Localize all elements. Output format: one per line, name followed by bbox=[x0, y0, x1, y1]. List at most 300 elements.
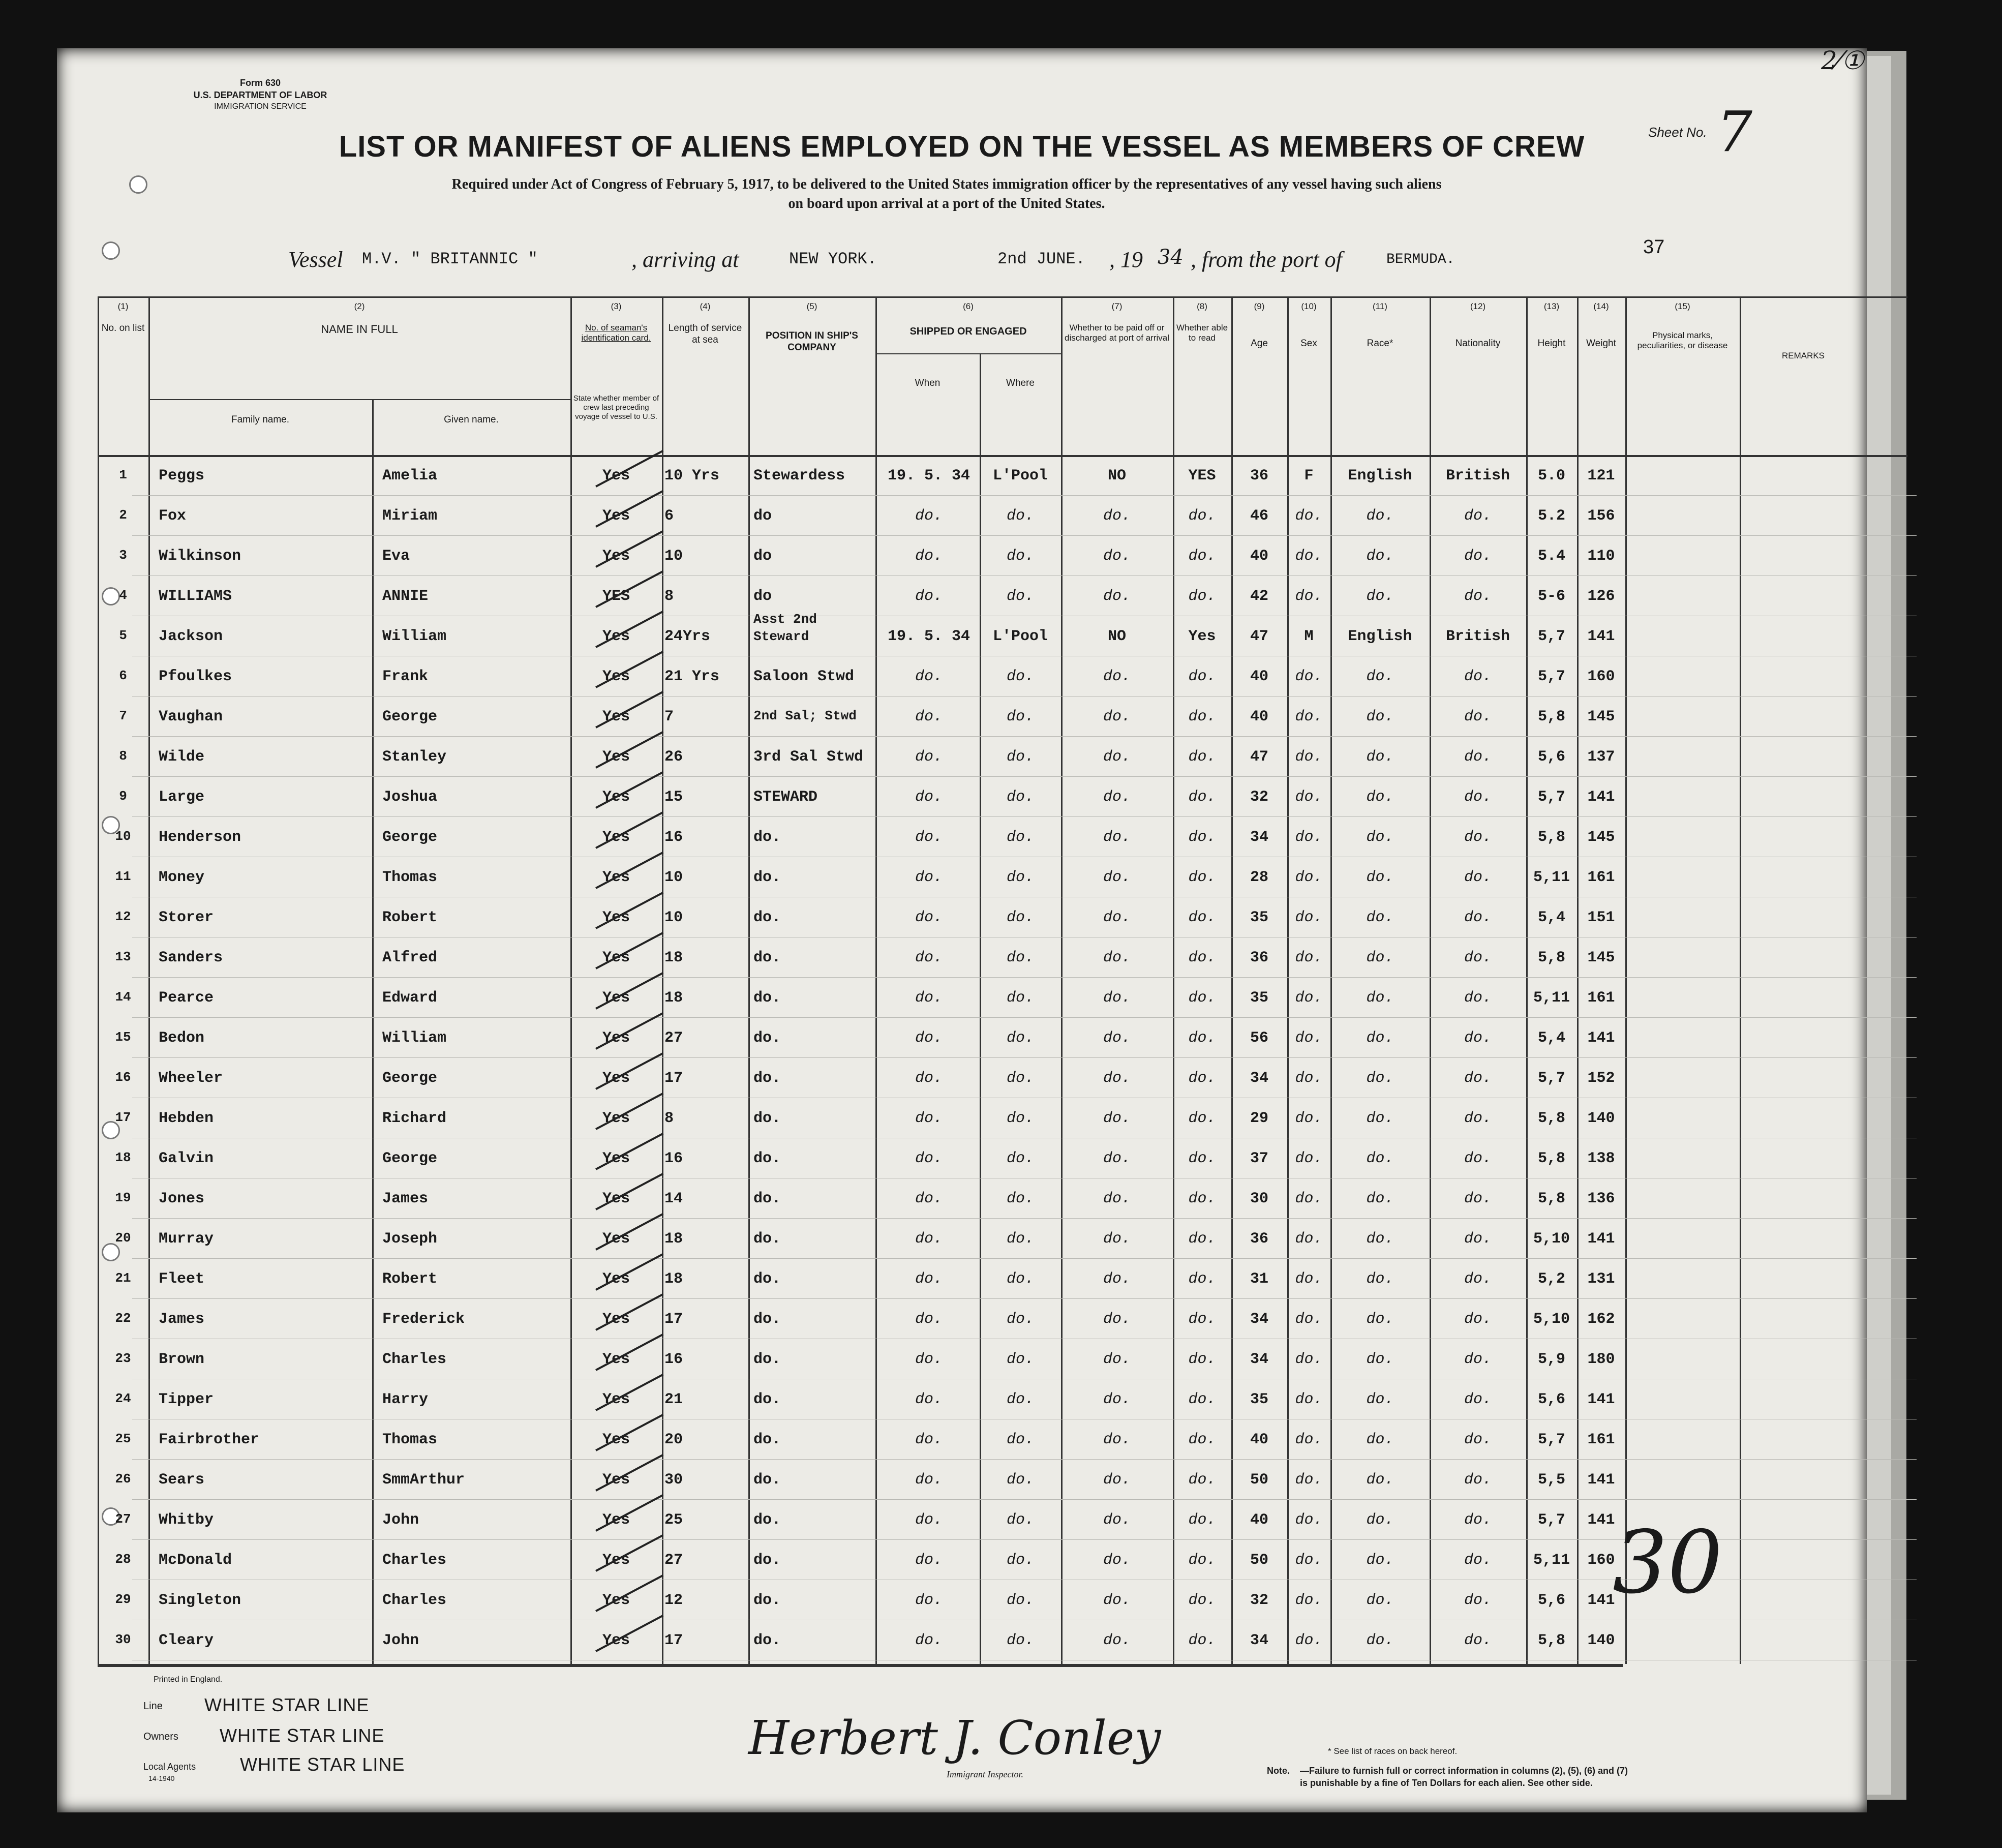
cell-read: do. bbox=[1188, 1511, 1216, 1529]
cell-read: do. bbox=[1188, 1270, 1216, 1288]
cell-weight: 136 bbox=[1587, 1190, 1615, 1207]
cell-read: do. bbox=[1188, 909, 1216, 926]
cell-race: do. bbox=[1366, 1391, 1394, 1408]
cell-family: Fairbrother bbox=[159, 1431, 260, 1448]
cell-card: Yes bbox=[602, 1270, 630, 1288]
cell-card: Yes bbox=[602, 989, 630, 1007]
cell-no: 7 bbox=[119, 708, 127, 723]
cell-where: do. bbox=[1006, 1431, 1034, 1448]
stamp-number: 37 bbox=[1643, 236, 1665, 258]
cell-nat: do. bbox=[1464, 1632, 1492, 1649]
cell-weight: 141 bbox=[1587, 1471, 1615, 1489]
cell-position: do. bbox=[753, 989, 781, 1007]
cell-when: do. bbox=[915, 1190, 943, 1207]
cell-when: do. bbox=[915, 1391, 943, 1408]
cell-height: 5,11 bbox=[1533, 1552, 1570, 1569]
row-rule bbox=[132, 575, 1917, 576]
cell-read: do. bbox=[1188, 1150, 1216, 1167]
owners-value: WHITE STAR LINE bbox=[220, 1725, 385, 1746]
cell-read: do. bbox=[1188, 708, 1216, 725]
cell-given: Frank bbox=[382, 668, 429, 685]
cell-weight: 141 bbox=[1587, 1511, 1615, 1529]
cell-race: do. bbox=[1366, 829, 1394, 846]
form-subtitle-line2: on board upon arrival at a port of the United States. bbox=[788, 196, 1105, 211]
cell-height: 5,8 bbox=[1537, 1150, 1565, 1167]
cell-height: 5,5 bbox=[1537, 1471, 1565, 1489]
header-name-in-full: NAME IN FULL bbox=[321, 323, 398, 336]
arrival-year: 34 bbox=[1158, 246, 1184, 269]
cell-age: 47 bbox=[1250, 748, 1268, 766]
cell-race: do. bbox=[1366, 1029, 1394, 1047]
cell-family: Fleet bbox=[159, 1270, 205, 1288]
cell-card: Yes bbox=[602, 1511, 630, 1529]
cell-when: do. bbox=[915, 708, 943, 725]
cell-no: 8 bbox=[119, 748, 127, 764]
cell-when: do. bbox=[915, 1552, 943, 1569]
cell-paid: do. bbox=[1103, 1150, 1131, 1167]
cell-no: 19 bbox=[115, 1190, 131, 1205]
cell-given: Charles bbox=[382, 1592, 447, 1609]
cell-sex: do. bbox=[1295, 1391, 1323, 1408]
cell-paid: do. bbox=[1103, 869, 1131, 886]
cell-age: 47 bbox=[1250, 628, 1268, 645]
cell-race: do. bbox=[1366, 548, 1394, 565]
cell-age: 36 bbox=[1250, 1230, 1268, 1248]
agents-label: Local Agents bbox=[143, 1762, 196, 1772]
cell-given: Frederick bbox=[382, 1311, 465, 1328]
cell-height: 5,8 bbox=[1537, 708, 1565, 725]
cell-weight: 141 bbox=[1587, 789, 1615, 806]
cell-position: do. bbox=[753, 1391, 781, 1408]
cell-no: 27 bbox=[115, 1511, 131, 1527]
header-physical: Physical marks, peculiarities, or disease bbox=[1637, 330, 1728, 351]
cell-paid: do. bbox=[1103, 1431, 1131, 1448]
cell-card: Yes bbox=[602, 1592, 630, 1609]
note-text-1: —Failure to furnish full or correct information in columns (2), (5), (6) and (7) bbox=[1300, 1766, 1628, 1776]
cell-height: 5,4 bbox=[1537, 909, 1565, 926]
cell-where: do. bbox=[1006, 1070, 1034, 1087]
cell-weight: 121 bbox=[1587, 467, 1615, 484]
cell-family: Wheeler bbox=[159, 1070, 223, 1087]
binder-hole bbox=[102, 1243, 120, 1261]
cell-no: 6 bbox=[119, 668, 127, 683]
cell-where: do. bbox=[1006, 507, 1034, 525]
cell-where: do. bbox=[1006, 1592, 1034, 1609]
cell-race: do. bbox=[1366, 989, 1394, 1007]
row-rule bbox=[132, 1459, 1917, 1460]
cell-age: 40 bbox=[1250, 668, 1268, 685]
cell-sex: do. bbox=[1295, 909, 1323, 926]
header-nationality: Nationality bbox=[1455, 338, 1501, 349]
cell-race: do. bbox=[1366, 1150, 1394, 1167]
cell-read: Yes bbox=[1188, 628, 1216, 645]
cell-weight: 137 bbox=[1587, 748, 1615, 766]
cell-service: 16 bbox=[664, 829, 683, 846]
cell-when: do. bbox=[915, 1592, 943, 1609]
row-rule bbox=[132, 1298, 1917, 1299]
cell-given: William bbox=[382, 628, 447, 645]
cell-sex: do. bbox=[1295, 548, 1323, 565]
cell-age: 46 bbox=[1250, 507, 1268, 525]
cell-card: Yes bbox=[602, 1190, 630, 1207]
cell-race: do. bbox=[1366, 1311, 1394, 1328]
cell-no: 22 bbox=[115, 1311, 131, 1326]
cell-service: 17 bbox=[664, 1311, 683, 1328]
cell-read: do. bbox=[1188, 1311, 1216, 1328]
cell-nat: do. bbox=[1464, 949, 1492, 966]
cell-height: 5,4 bbox=[1537, 1029, 1565, 1047]
cell-position: do. bbox=[753, 1511, 781, 1529]
shipped-subheader-line bbox=[875, 353, 1061, 354]
year-prefix: , 19 bbox=[1109, 247, 1143, 272]
header-family-name: Family name. bbox=[231, 414, 290, 425]
binder-hole bbox=[129, 175, 147, 194]
cell-paid: do. bbox=[1103, 1632, 1131, 1649]
cell-family: Henderson bbox=[159, 829, 241, 846]
cell-nat: do. bbox=[1464, 989, 1492, 1007]
cell-age: 56 bbox=[1250, 1029, 1268, 1047]
cell-nat: do. bbox=[1464, 1190, 1492, 1207]
cell-read: do. bbox=[1188, 829, 1216, 846]
row-rule bbox=[132, 1017, 1917, 1018]
cell-family: Large bbox=[159, 789, 205, 806]
cell-service: 26 bbox=[664, 748, 683, 766]
cell-nat: do. bbox=[1464, 708, 1492, 725]
cell-family: Jackson bbox=[159, 628, 223, 645]
cell-when: 19. 5. 34 bbox=[887, 467, 970, 484]
cell-card: Yes bbox=[602, 829, 630, 846]
cell-where: do. bbox=[1006, 708, 1034, 725]
cell-position: 2nd Sal; Stwd bbox=[753, 708, 857, 723]
cell-service: 25 bbox=[664, 1511, 683, 1529]
table-header-bottom-border bbox=[98, 455, 1907, 457]
cell-sex: do. bbox=[1295, 1471, 1323, 1489]
cell-read: do. bbox=[1188, 989, 1216, 1007]
cell-height: 5,7 bbox=[1537, 1511, 1565, 1529]
cell-age: 34 bbox=[1250, 1311, 1268, 1328]
cell-sex: do. bbox=[1295, 1592, 1323, 1609]
cell-when: do. bbox=[915, 1311, 943, 1328]
cell-card: Yes bbox=[602, 708, 630, 725]
cell-when: do. bbox=[915, 869, 943, 886]
cell-card: YES bbox=[602, 588, 630, 605]
cell-paid: do. bbox=[1103, 1592, 1131, 1609]
header-weight: Weight bbox=[1586, 338, 1616, 349]
cell-race: English bbox=[1348, 628, 1412, 645]
cell-no: 17 bbox=[115, 1110, 131, 1125]
cell-nat: do. bbox=[1464, 1552, 1492, 1569]
cell-given: Robert bbox=[382, 909, 438, 926]
cell-when: do. bbox=[915, 1471, 943, 1489]
cell-height: 5,10 bbox=[1533, 1230, 1570, 1248]
cell-paid: do. bbox=[1103, 1471, 1131, 1489]
cell-sex: do. bbox=[1295, 1190, 1323, 1207]
cell-read: do. bbox=[1188, 588, 1216, 605]
cell-service: 21 Yrs bbox=[664, 668, 720, 685]
cell-nat: British bbox=[1445, 628, 1510, 645]
cell-where: do. bbox=[1006, 949, 1034, 966]
cell-card: Yes bbox=[602, 789, 630, 806]
cell-height: 5,10 bbox=[1533, 1311, 1570, 1328]
note-label: Note. bbox=[1267, 1766, 1290, 1776]
table-top-border bbox=[98, 296, 1907, 298]
cell-family: Galvin bbox=[159, 1150, 214, 1167]
cell-height: 5,7 bbox=[1537, 668, 1565, 685]
cell-card: Yes bbox=[602, 748, 630, 766]
cell-given: George bbox=[382, 708, 438, 725]
cell-read: do. bbox=[1188, 1431, 1216, 1448]
cell-sex: do. bbox=[1295, 708, 1323, 725]
cell-age: 28 bbox=[1250, 869, 1268, 886]
cell-height: 5,6 bbox=[1537, 1391, 1565, 1408]
cell-card: Yes bbox=[602, 467, 630, 484]
cell-position: do. bbox=[753, 1471, 781, 1489]
cell-no: 2 bbox=[119, 507, 127, 523]
cell-weight: 156 bbox=[1587, 507, 1615, 525]
cell-paid: do. bbox=[1103, 829, 1131, 846]
cell-given: John bbox=[382, 1632, 419, 1649]
cell-given: George bbox=[382, 1150, 438, 1167]
header-shipped: SHIPPED OR ENGAGED bbox=[909, 326, 1027, 337]
header-height: Height bbox=[1537, 338, 1566, 349]
form-number: Form 630 bbox=[239, 78, 281, 88]
cell-position: do. bbox=[753, 909, 781, 926]
row-rule bbox=[132, 1499, 1917, 1500]
from-port: BERMUDA. bbox=[1386, 252, 1455, 267]
cell-when: do. bbox=[915, 748, 943, 766]
cell-card: Yes bbox=[602, 668, 630, 685]
cell-sex: do. bbox=[1295, 1552, 1323, 1569]
cell-where: do. bbox=[1006, 1150, 1034, 1167]
header-given-name: Given name. bbox=[444, 414, 499, 425]
cell-when: do. bbox=[915, 588, 943, 605]
cell-height: 5,7 bbox=[1537, 1070, 1565, 1087]
cell-read: do. bbox=[1188, 748, 1216, 766]
cell-age: 29 bbox=[1250, 1110, 1268, 1127]
cell-read: do. bbox=[1188, 668, 1216, 685]
column-number: (8) bbox=[1197, 301, 1207, 311]
cell-race: do. bbox=[1366, 789, 1394, 806]
cell-nat: do. bbox=[1464, 1029, 1492, 1047]
cell-race: do. bbox=[1366, 1190, 1394, 1207]
cell-weight: 141 bbox=[1587, 1391, 1615, 1408]
cell-height: 5-6 bbox=[1537, 588, 1565, 605]
cell-weight: 145 bbox=[1587, 829, 1615, 846]
cell-no: 25 bbox=[115, 1431, 131, 1446]
cell-age: 35 bbox=[1250, 909, 1268, 926]
cell-race: do. bbox=[1366, 909, 1394, 926]
cell-no: 5 bbox=[119, 628, 127, 643]
cell-race: do. bbox=[1366, 1592, 1394, 1609]
cell-service: 14 bbox=[664, 1190, 683, 1207]
cell-height: 5,8 bbox=[1537, 829, 1565, 846]
cell-when: do. bbox=[915, 1110, 943, 1127]
cell-age: 40 bbox=[1250, 548, 1268, 565]
cell-position: do. bbox=[753, 869, 781, 886]
cell-when: do. bbox=[915, 909, 943, 926]
cell-sex: do. bbox=[1295, 1311, 1323, 1328]
cell-nat: do. bbox=[1464, 1391, 1492, 1408]
cell-read: YES bbox=[1188, 467, 1216, 484]
cell-nat: do. bbox=[1464, 1270, 1492, 1288]
cell-paid: do. bbox=[1103, 1110, 1131, 1127]
cell-race: do. bbox=[1366, 668, 1394, 685]
cell-no: 20 bbox=[115, 1230, 131, 1246]
cell-position: do. bbox=[753, 1431, 781, 1448]
cell-card: Yes bbox=[602, 1029, 630, 1047]
arrival-date: 2nd JUNE. bbox=[997, 250, 1085, 268]
cell-when: do. bbox=[915, 989, 943, 1007]
cell-read: do. bbox=[1188, 789, 1216, 806]
cell-paid: do. bbox=[1103, 909, 1131, 926]
cell-race: do. bbox=[1366, 748, 1394, 766]
cell-when: do. bbox=[915, 1029, 943, 1047]
cell-no: 30 bbox=[115, 1632, 131, 1647]
cell-age: 30 bbox=[1250, 1190, 1268, 1207]
cell-where: do. bbox=[1006, 1311, 1034, 1328]
cell-no: 24 bbox=[115, 1391, 131, 1406]
cell-position: Asst 2nd Steward bbox=[753, 612, 817, 644]
cell-sex: do. bbox=[1295, 789, 1323, 806]
row-rule bbox=[132, 816, 1917, 817]
cell-weight: 140 bbox=[1587, 1632, 1615, 1649]
cell-card: Yes bbox=[602, 507, 630, 525]
cell-no: 29 bbox=[115, 1592, 131, 1607]
cell-weight: 131 bbox=[1587, 1270, 1615, 1288]
cell-paid: do. bbox=[1103, 1070, 1131, 1087]
cell-age: 36 bbox=[1250, 949, 1268, 966]
cell-sex: do. bbox=[1295, 588, 1323, 605]
cell-no: 9 bbox=[119, 789, 127, 804]
binder-hole bbox=[102, 241, 120, 260]
cell-where: do. bbox=[1006, 1230, 1034, 1248]
cell-age: 34 bbox=[1250, 829, 1268, 846]
cell-given: William bbox=[382, 1029, 447, 1047]
cell-race: do. bbox=[1366, 1632, 1394, 1649]
form-title: LIST OR MANIFEST OF ALIENS EMPLOYED ON THE VESSEL AS MEMBERS OF CREW bbox=[339, 130, 1585, 163]
cell-family: Money bbox=[159, 869, 205, 886]
cell-paid: do. bbox=[1103, 507, 1131, 525]
cell-position: Stewardess bbox=[753, 467, 845, 484]
cell-weight: 180 bbox=[1587, 1351, 1615, 1368]
cell-card: Yes bbox=[602, 628, 630, 645]
cell-where: do. bbox=[1006, 1552, 1034, 1569]
cell-card: Yes bbox=[602, 1311, 630, 1328]
cell-position: do. bbox=[753, 1632, 781, 1649]
cell-family: Sanders bbox=[159, 949, 223, 966]
cell-weight: 145 bbox=[1587, 949, 1615, 966]
cell-position: do. bbox=[753, 1311, 781, 1328]
cell-position: do. bbox=[753, 1190, 781, 1207]
cell-when: do. bbox=[915, 548, 943, 565]
cell-weight: 141 bbox=[1587, 1029, 1615, 1047]
column-number: (4) bbox=[700, 301, 711, 311]
line-label: Line bbox=[143, 1701, 163, 1712]
cell-paid: do. bbox=[1103, 708, 1131, 725]
cell-weight: 141 bbox=[1587, 1230, 1615, 1248]
cell-service: 18 bbox=[664, 949, 683, 966]
cell-height: 5,6 bbox=[1537, 748, 1565, 766]
cell-service: 10 Yrs bbox=[664, 467, 720, 484]
cell-given: Charles bbox=[382, 1552, 447, 1569]
cell-sex: F bbox=[1304, 467, 1314, 484]
cell-service: 20 bbox=[664, 1431, 683, 1448]
cell-given: SmmArthur bbox=[382, 1471, 465, 1489]
cell-sex: do. bbox=[1295, 1270, 1323, 1288]
cell-sex: do. bbox=[1295, 507, 1323, 525]
cell-paid: do. bbox=[1103, 1190, 1131, 1207]
cell-family: Storer bbox=[159, 909, 214, 926]
cell-age: 50 bbox=[1250, 1471, 1268, 1489]
cell-service: 10 bbox=[664, 869, 683, 886]
cell-sex: do. bbox=[1295, 1110, 1323, 1127]
cell-where: do. bbox=[1006, 789, 1034, 806]
cell-weight: 138 bbox=[1587, 1150, 1615, 1167]
cell-race: do. bbox=[1366, 1431, 1394, 1448]
row-rule bbox=[132, 535, 1917, 536]
cell-where: do. bbox=[1006, 1391, 1034, 1408]
cell-when: do. bbox=[915, 1270, 943, 1288]
cell-where: do. bbox=[1006, 869, 1034, 886]
cell-when: do. bbox=[915, 1150, 943, 1167]
cell-sex: do. bbox=[1295, 1632, 1323, 1649]
form-subtitle-line1: Required under Act of Congress of February 5, 1917, to be delivered to the United States immigration officer by the representatives of any vessel having such aliens bbox=[451, 176, 1442, 192]
cell-height: 5,8 bbox=[1537, 1190, 1565, 1207]
cell-no: 21 bbox=[115, 1270, 131, 1286]
cell-family: Wilkinson bbox=[159, 548, 241, 565]
header-when: When bbox=[915, 378, 941, 388]
cell-position: do. bbox=[753, 1070, 781, 1087]
cell-read: do. bbox=[1188, 1391, 1216, 1408]
cell-service: 8 bbox=[664, 588, 674, 605]
cell-given: Thomas bbox=[382, 869, 438, 886]
cell-where: do. bbox=[1006, 1190, 1034, 1207]
vessel-label: Vessel bbox=[288, 247, 343, 272]
cell-given: Thomas bbox=[382, 1431, 438, 1448]
cell-card: Yes bbox=[602, 548, 630, 565]
cell-height: 5,7 bbox=[1537, 1431, 1565, 1448]
cell-card: Yes bbox=[602, 1070, 630, 1087]
header-no-on-list: No. on list bbox=[101, 323, 145, 334]
cell-service: 10 bbox=[664, 909, 683, 926]
cell-age: 40 bbox=[1250, 1511, 1268, 1529]
cell-service: 18 bbox=[664, 989, 683, 1007]
cell-given: Joshua bbox=[382, 789, 438, 806]
cell-weight: 141 bbox=[1587, 628, 1615, 645]
agents-code: 14-1940 bbox=[148, 1774, 175, 1782]
cell-family: Bedon bbox=[159, 1029, 205, 1047]
cell-when: do. bbox=[915, 668, 943, 685]
cell-given: Charles bbox=[382, 1351, 447, 1368]
cell-given: Richard bbox=[382, 1110, 447, 1127]
cell-race: do. bbox=[1366, 1351, 1394, 1368]
cell-where: do. bbox=[1006, 548, 1034, 565]
cell-no: 13 bbox=[115, 949, 131, 964]
cell-weight: 126 bbox=[1587, 588, 1615, 605]
cell-read: do. bbox=[1188, 869, 1216, 886]
cell-where: do. bbox=[1006, 1110, 1034, 1127]
cell-nat: do. bbox=[1464, 1351, 1492, 1368]
cell-position: do. bbox=[753, 829, 781, 846]
cell-position: do bbox=[753, 507, 772, 525]
cell-height: 5.4 bbox=[1537, 548, 1565, 565]
cell-no: 3 bbox=[119, 548, 127, 563]
cell-service: 8 bbox=[664, 1110, 674, 1127]
cell-given: Amelia bbox=[382, 467, 438, 484]
cell-no: 28 bbox=[115, 1552, 131, 1567]
cell-height: 5,6 bbox=[1537, 1592, 1565, 1609]
note-text-2: is punishable by a fine of Ten Dollars for each alien. See other side. bbox=[1300, 1778, 1593, 1788]
